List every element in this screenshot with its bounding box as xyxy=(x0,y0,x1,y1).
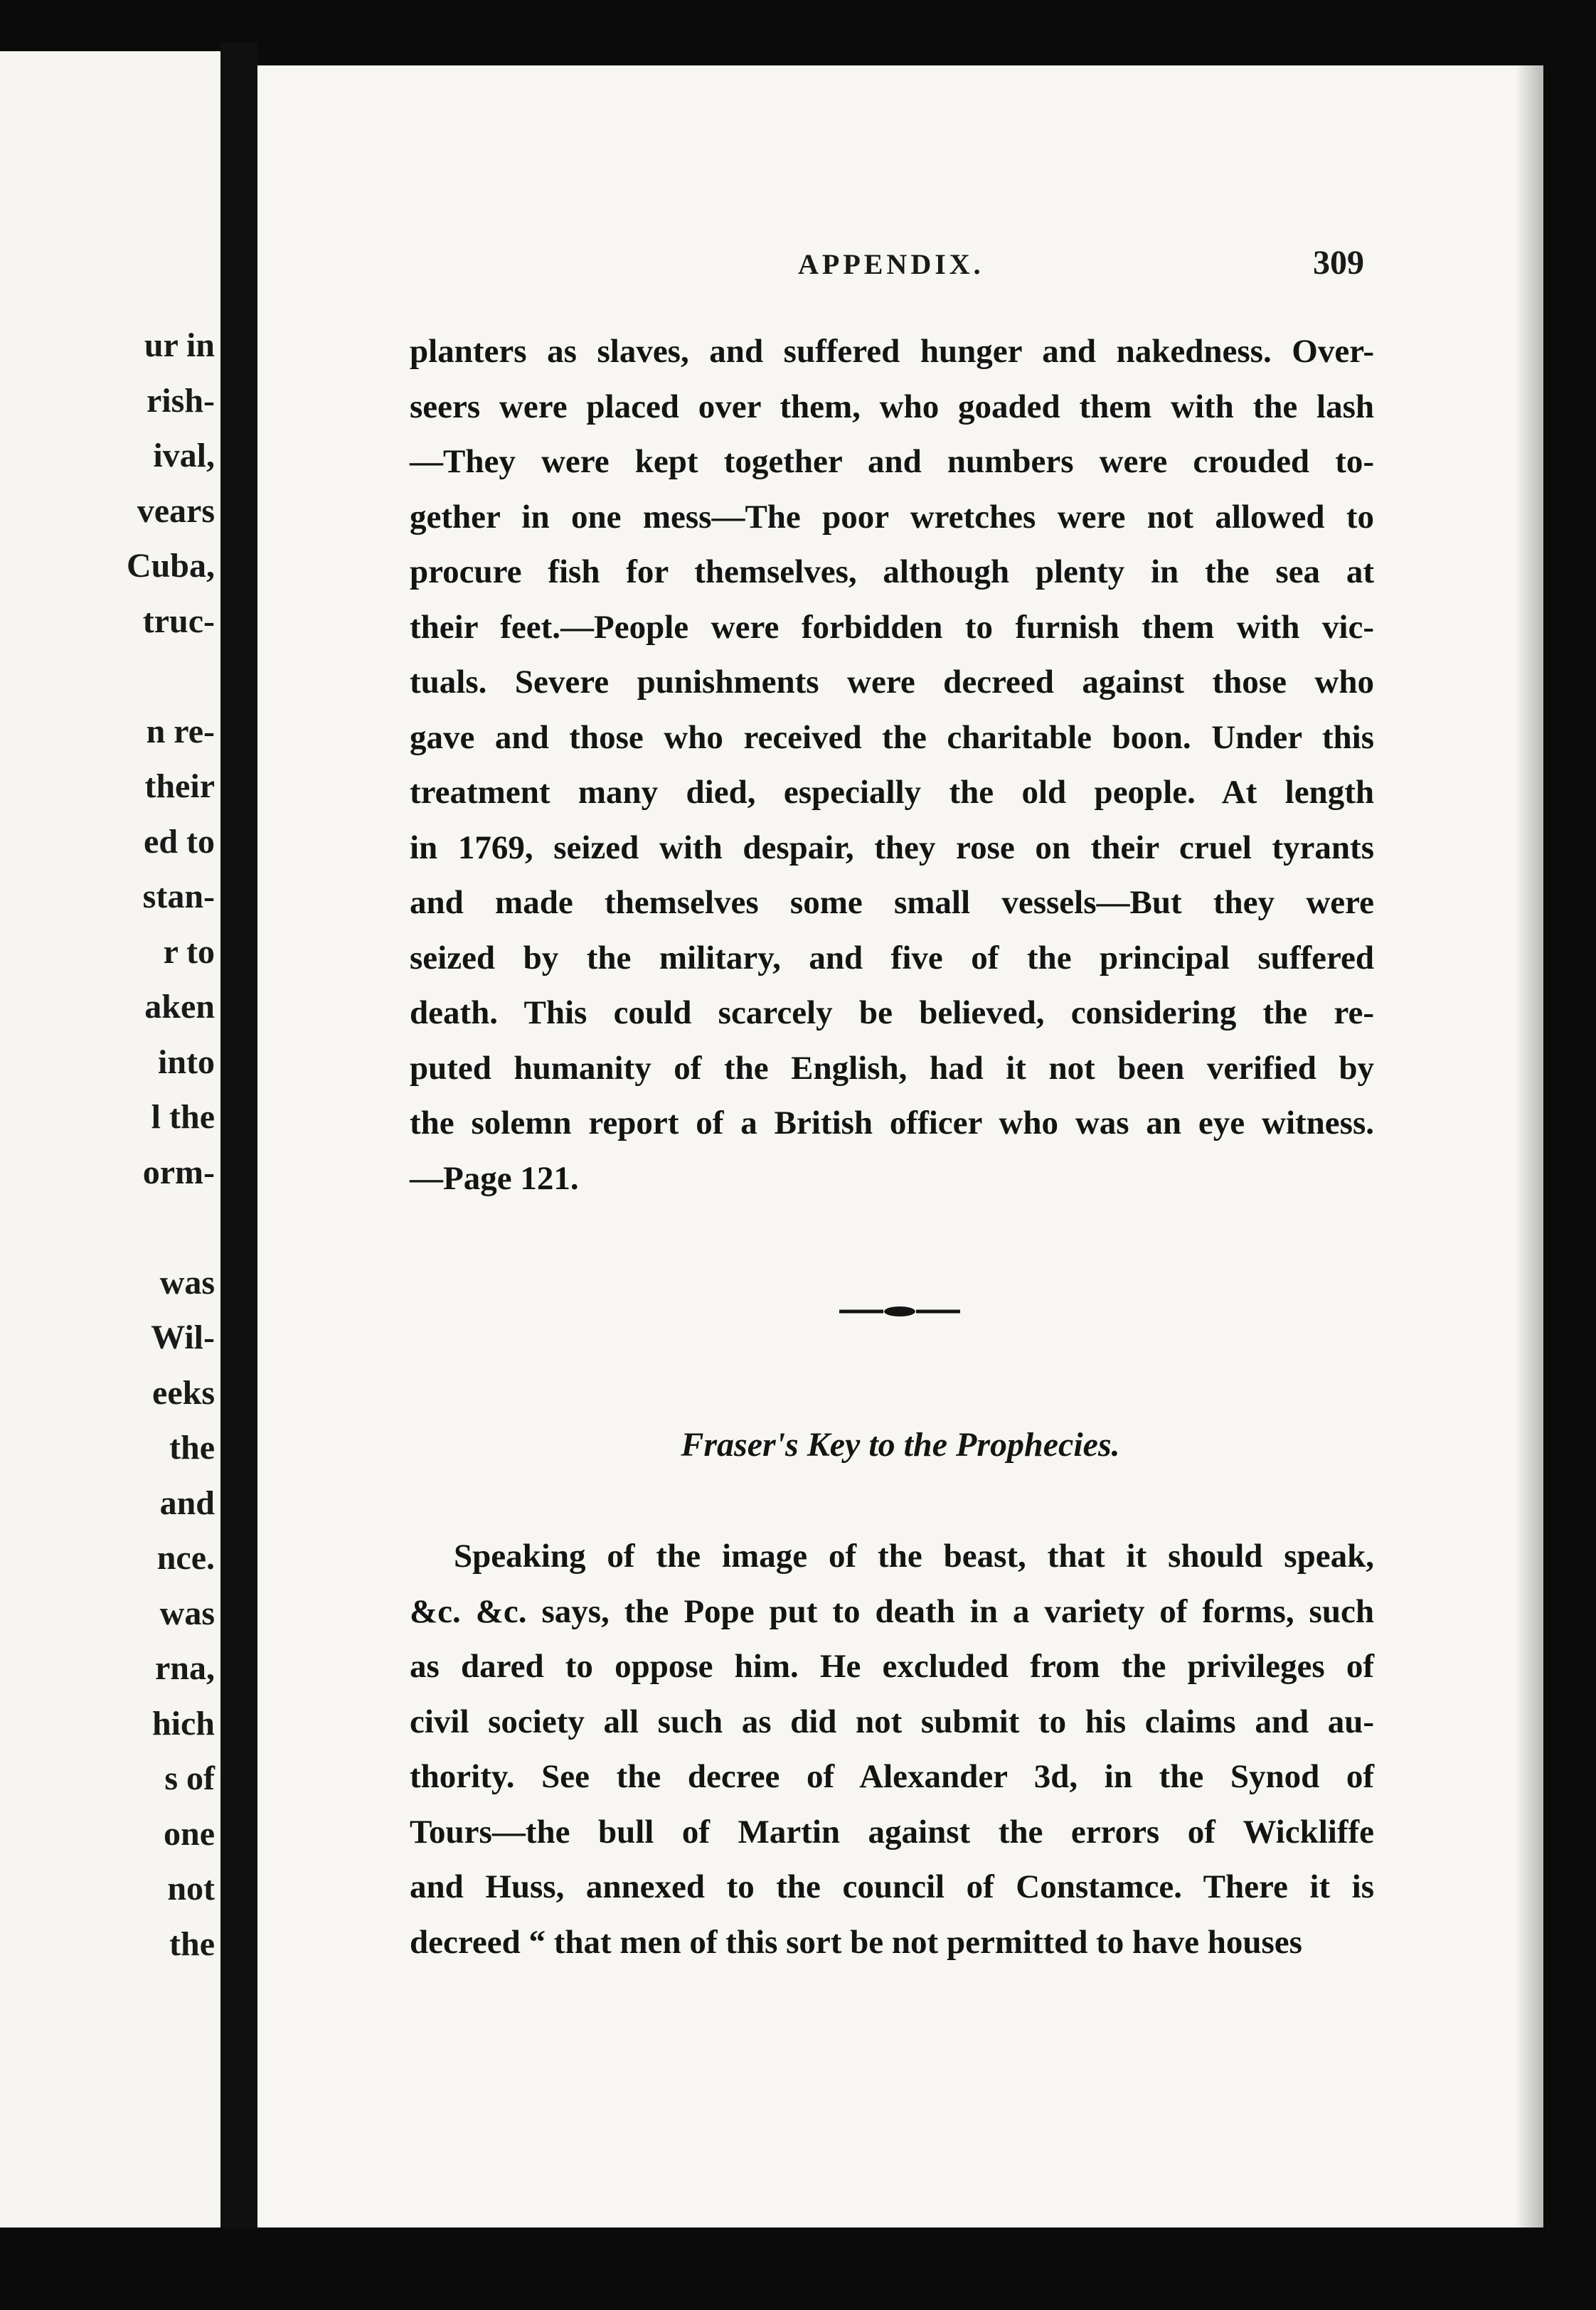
left-page-text-fragment: was xyxy=(159,1263,215,1302)
text-line: as dared to oppose him. He excluded from the privileges of xyxy=(410,1648,1374,1685)
book-page xyxy=(257,65,1543,2228)
text-line: civil society all such as did not submit to his claims and au- xyxy=(410,1703,1374,1740)
left-page-text-fragment: ival, xyxy=(153,437,215,474)
text-line: thority. See the decree of Alexander 3d, in the Synod of xyxy=(410,1758,1374,1795)
text-line: the solemn report of a British officer who was an eye witness. xyxy=(410,1105,1374,1141)
left-page-text-fragment: into xyxy=(157,1043,215,1081)
left-page-text-fragment: ur in xyxy=(144,326,215,364)
text-line: —They were kept together and numbers were crouded to- xyxy=(410,443,1374,480)
left-page-text-fragment: vears xyxy=(137,491,215,530)
ornament-divider-icon xyxy=(839,1304,960,1319)
left-page-text-fragment: and xyxy=(159,1484,215,1522)
book-spine xyxy=(220,43,257,2240)
text-line: Speaking of the image of the beast, that it should speak, xyxy=(454,1538,1374,1575)
left-page-text-fragment: one xyxy=(164,1814,215,1853)
paragraph-1 xyxy=(410,324,1374,1206)
text-line: their feet.—People were forbidden to furnish them with vic- xyxy=(410,608,1374,646)
paragraph-2 xyxy=(410,1529,1374,1970)
left-page-text-fragment: stan- xyxy=(142,878,215,915)
page-number: 309 xyxy=(1313,244,1364,282)
left-page-text-fragment: orm- xyxy=(142,1153,215,1191)
left-page-text-fragment: l the xyxy=(151,1098,215,1136)
left-page-text-fragment: was xyxy=(159,1594,215,1632)
text-line: tuals. Severe punishments were decreed against those who xyxy=(410,664,1374,701)
text-line: and Huss, annexed to the council of Constamce. There it is xyxy=(410,1868,1374,1905)
left-page-text-fragment: ed to xyxy=(144,822,215,861)
left-page-text-fragment: r to xyxy=(163,932,215,971)
page-edge-shadow xyxy=(1515,65,1543,2228)
text-line: —Page 121. xyxy=(410,1159,579,1197)
text-line: death. This could scarcely be believed, considering the re- xyxy=(410,994,1374,1031)
text-line: &c. &c. says, the Pope put to death in a variety of forms, such xyxy=(410,1592,1374,1630)
left-page-text-fragment: eeks xyxy=(152,1373,215,1412)
left-page-fragment xyxy=(0,51,220,2228)
text-line: treatment many died, especially the old people. At length xyxy=(410,774,1374,811)
left-page-text-fragment: nce. xyxy=(156,1539,215,1577)
text-line: in 1769, seized with despair, they rose on their cruel tyrants xyxy=(410,829,1374,866)
left-page-text-fragment: s of xyxy=(164,1760,215,1797)
text-line: and made themselves some small vessels—But they were xyxy=(410,884,1374,921)
left-page-text-fragment: hich xyxy=(151,1704,215,1742)
text-line: planters as slaves, and suffered hunger and nakedness. Over- xyxy=(410,333,1374,370)
running-head: APPENDIX. xyxy=(798,248,984,280)
left-page-text-fragment: n re- xyxy=(146,712,215,750)
left-page-text-fragment: the xyxy=(169,1429,215,1467)
scan-border xyxy=(0,2228,1596,2310)
section-heading: Fraser's Key to the Prophecies. xyxy=(681,1426,1120,1464)
left-page-text-fragment: truc- xyxy=(142,602,215,640)
left-page-text-fragment: Cuba, xyxy=(126,547,215,585)
text-line: decreed “ that men of this sort be not permitted to have houses xyxy=(410,1923,1302,1961)
left-page-text-fragment: their xyxy=(144,767,215,805)
text-line: seers were placed over them, who goaded them with the lash xyxy=(410,388,1374,425)
text-line: Tours—the bull of Martin against the errors of Wickliffe xyxy=(410,1813,1374,1851)
left-page-text-fragment: not xyxy=(167,1870,215,1907)
text-line: gether in one mess—The poor wretches were not allowed to xyxy=(410,498,1374,536)
text-line: puted humanity of the English, had it not been verified by xyxy=(410,1049,1374,1087)
text-line: procure fish for themselves, although plenty in the sea at xyxy=(410,553,1374,590)
left-page-text-fragment: Wil- xyxy=(151,1319,215,1356)
text-line: seized by the military, and five of the principal suffered xyxy=(410,939,1374,976)
left-page-text-fragment: aken xyxy=(144,988,215,1026)
left-page-text-fragment: rish- xyxy=(147,381,215,420)
left-page-text-fragment: rna, xyxy=(155,1649,215,1687)
text-line: gave and those who received the charitable boon. Under this xyxy=(410,718,1374,756)
left-page-text-fragment: the xyxy=(169,1925,215,1963)
